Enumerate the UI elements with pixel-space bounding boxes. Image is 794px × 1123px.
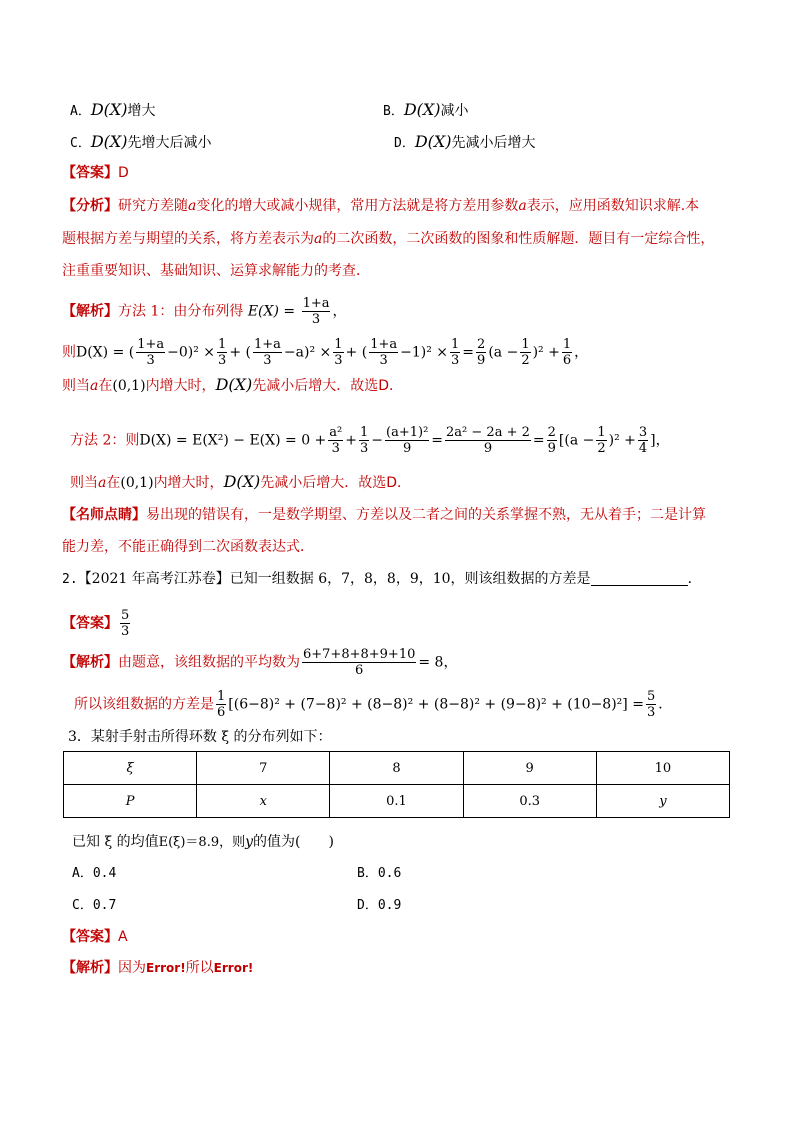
option-a: A．D(X)增大 <box>70 100 156 119</box>
fraction: $\frac{1}{6}$ <box>562 337 572 368</box>
option-c: C．D(X)先增大后减小 <box>70 132 212 151</box>
q1-analysis-line1: 【分析】研究方差随a变化的增大或减小规律，常用方法就是将方差用参数a表示，应用函数知识求解.本 <box>62 198 700 214</box>
fraction: $\frac{1}{3}$ <box>334 337 343 368</box>
fraction: $\frac{\text{2a² − 2a + 2}}{9}$ <box>446 425 530 456</box>
q1-method2: 方法 2：则D(X) = E(X²) − E(X) = 0 + $\frac{\text{a²}}{3}$ + $\frac{1}{3}$ − $\frac{\text{(a+1)²}}{9}$ = $\frac{\text{2a² − 2a + 2}}{9}$ = $\frac{2}{9}$ [(a − $\frac{1}{2}$ )² + $\frac{3}{4}$ ]， <box>70 425 670 456</box>
fraction: $\frac{5}{3}$ <box>121 608 130 639</box>
q1-conclusion1: 则当a在(0,1)内增大时，D(X)先减小后增大．故选D． <box>62 375 404 394</box>
fraction: $\frac{1}{6}$ <box>217 689 226 720</box>
q3-title: 3．某射手射击所得环数 ξ 的分布列如下： <box>68 729 332 745</box>
option-d: D．D(X)先减小后增大 <box>394 132 536 151</box>
table-cell: 9 <box>463 752 596 785</box>
table-cell: 8 <box>330 752 463 785</box>
q3-option-d: D．0.9 <box>357 898 402 913</box>
table-cell: 7 <box>197 752 330 785</box>
table-row <box>64 752 730 785</box>
q3-condition: 已知 ξ 的均值E(ξ)＝8.9，则y的值为( ) <box>72 834 334 850</box>
q1-solution-method1: 【解析】方法 1：由分布列得 E(X) = $\frac{1+a}{3}$ ， <box>62 296 347 327</box>
table-cell: 0.1 <box>330 785 463 818</box>
q1-dx-formula: 则D(X) = ( $\frac{1+a}{3}$ −0)² × $\frac{1}{3}$ + ( $\frac{1+a}{3}$ −a)² × $\frac{1}{3}$ + ( $\frac{1+a}{3}$ −1)² × $\frac{1}{3}$ = $\frac{2}{9}$ (a − $\frac{1}{2}$ )² + $\frac{1}{6}$ ， <box>62 337 589 368</box>
answer-blank <box>591 571 688 586</box>
table-cell: 0.3 <box>463 785 596 818</box>
q1-analysis-line2: 题根据方差与期望的关系，将方差表示为a的二次函数，二次函数的图象和性质解题．题目有一定综合性， <box>62 231 715 247</box>
q1-tip-line1: 【名师点睛】易出现的错误有，一是数学期望、方差以及二者之间的关系掌握不熟，无从着手；二是计算 <box>62 507 706 523</box>
table-cell: ξ <box>64 752 197 785</box>
fraction: $\frac{\text{a²}}{3}$ <box>329 425 343 456</box>
distribution-table <box>63 751 730 818</box>
option-b: B．D(X)减小 <box>383 100 469 119</box>
fraction: $\frac{1+a}{3}$ <box>137 337 165 368</box>
fraction: $\frac{1}{3}$ <box>451 337 460 368</box>
q3-option-a: A．0.4 <box>72 866 117 881</box>
q2-question: 2.【2021 年高考江苏卷】已知一组数据 6，7，8，8，9，10，则该组数据的方差是 ． <box>62 571 702 587</box>
table-cell: y <box>596 785 729 818</box>
fraction: $\frac{1}{2}$ <box>521 337 530 368</box>
fraction: $\frac{2}{9}$ <box>477 337 486 368</box>
q2-answer: 【答案】 $\frac{5}{3}$ <box>62 608 130 639</box>
q2-variance: 所以该组数据的方差是 $\frac{1}{6}$ [(6−8)² + (7−8)² + (8−8)² + (8−8)² + (9−8)² + (10−8)²] = $\frac{5}{3}$ ． <box>74 689 673 720</box>
q1-analysis-line3: 注重重要知识、基础知识、运算求解能力的考查． <box>62 263 370 279</box>
fraction: $\frac{2}{9}$ <box>547 425 556 456</box>
fraction: $\frac{1}{2}$ <box>597 425 606 456</box>
q3-solution: 【解析】因为Error!所以Error! <box>62 960 254 976</box>
q3-answer: 【答案】A <box>62 929 128 945</box>
q2-solution: 【解析】由题意，该组数据的平均数为 $\frac{6+7+8+8+9+10}{6}$ = 8， <box>62 647 458 678</box>
fraction: $\frac{5}{3}$ <box>646 689 656 720</box>
fraction: $\frac{1}{3}$ <box>218 337 227 368</box>
q1-conclusion2: 则当a在(0,1)内增大时，D(X)先减小后增大．故选D． <box>70 472 412 491</box>
fraction: $\frac{1+a}{3}$ <box>253 337 281 368</box>
q3-option-b: B．0.6 <box>357 866 402 881</box>
fraction: $\frac{\text{(a+1)²}}{9}$ <box>386 425 429 456</box>
fraction: $\frac{1+a}{3}$ <box>302 296 330 327</box>
q1-answer: 【答案】D <box>62 165 129 181</box>
q1-tip-line2: 能力差，不能正确得到二次函数表达式． <box>62 539 314 555</box>
table-cell: 10 <box>596 752 729 785</box>
table-row <box>64 785 730 818</box>
q3-option-c: C．0.7 <box>72 898 117 913</box>
fraction: $\frac{1}{3}$ <box>360 425 369 456</box>
fraction: $\frac{6+7+8+8+9+10}{6}$ <box>303 647 416 678</box>
fraction: $\frac{3}{4}$ <box>638 425 648 456</box>
fraction: $\frac{1+a}{3}$ <box>370 337 398 368</box>
table-cell: x <box>197 785 330 818</box>
table-cell: P <box>64 785 197 818</box>
